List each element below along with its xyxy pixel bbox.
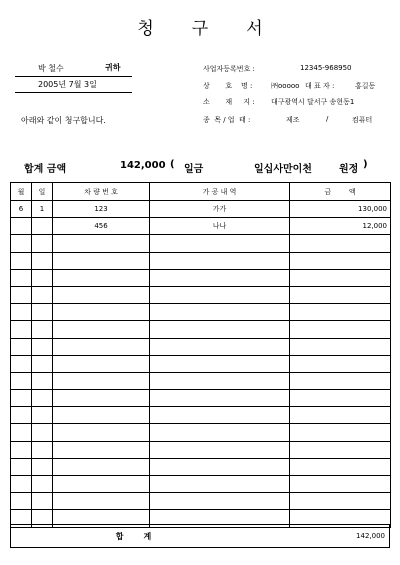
cell-month: [11, 355, 32, 372]
cell-processing-details: [150, 372, 290, 389]
amount-value: 142,000: [120, 160, 166, 171]
cell-amount: [290, 476, 391, 493]
cell-day: [32, 355, 53, 372]
cell-processing-details: [150, 235, 290, 252]
cell-month: [11, 252, 32, 269]
cell-day: [32, 458, 53, 475]
cell-vehicle-number: [53, 235, 150, 252]
cell-amount: [290, 372, 391, 389]
cell-month: [11, 218, 32, 235]
cell-month: [11, 286, 32, 303]
cell-amount: [290, 407, 391, 424]
cell-amount: [290, 252, 391, 269]
cell-month: [11, 372, 32, 389]
cell-vehicle-number: [53, 355, 150, 372]
table-row: [11, 218, 391, 235]
cell-vehicle-number: [53, 372, 150, 389]
business-label: 종 목 / 업 태 :: [203, 116, 251, 124]
cell-vehicle-number: [53, 252, 150, 269]
cell-day: 1: [32, 201, 53, 218]
total-label-char: 합: [115, 532, 124, 541]
amount-close-paren: ): [363, 159, 368, 170]
cell-day: [32, 235, 53, 252]
amount-words-label: 일금: [184, 164, 204, 175]
table-row: [11, 424, 391, 441]
cell-month: [11, 390, 32, 407]
amount-label: 합계 금액: [24, 164, 67, 175]
table-row: [11, 304, 391, 321]
table-row: [11, 269, 391, 286]
cell-day: [32, 493, 53, 510]
cell-day: [32, 269, 53, 286]
cell-processing-details: [150, 286, 290, 303]
document-title: [0, 14, 400, 39]
recipient-name: 박 철수: [38, 64, 64, 73]
cell-day: [32, 441, 53, 458]
cell-amount: [290, 269, 391, 286]
cell-vehicle-number: [53, 407, 150, 424]
cell-day: [32, 338, 53, 355]
cell-processing-details: [150, 390, 290, 407]
total-label-char: 계: [143, 532, 152, 541]
cell-processing-details: [150, 355, 290, 372]
cell-processing-details: [150, 407, 290, 424]
reg-number-value: 12345-968950: [300, 64, 352, 72]
cell-day: [32, 286, 53, 303]
total-row: [10, 524, 390, 548]
cell-vehicle-number: 456: [53, 218, 150, 235]
cell-day: [32, 424, 53, 441]
company-value: ㈜ooooo: [271, 82, 300, 90]
cell-month: [11, 493, 32, 510]
cell-vehicle-number: [53, 338, 150, 355]
cell-month: [11, 269, 32, 286]
cell-processing-details: [150, 441, 290, 458]
title-char: 서: [246, 19, 263, 39]
table-row: [11, 372, 391, 389]
cell-processing-details: [150, 458, 290, 475]
cell-vehicle-number: [53, 441, 150, 458]
header-processing-details: 가 공 내 역: [150, 183, 290, 201]
reg-number-label: 사업자등록번호 :: [203, 65, 255, 73]
table-header-row: [11, 183, 391, 201]
cell-vehicle-number: [53, 286, 150, 303]
ceo-value: 홍길동: [355, 82, 376, 90]
table-row: [11, 390, 391, 407]
table-row: [11, 201, 391, 218]
cell-month: [11, 458, 32, 475]
table-row: [11, 338, 391, 355]
table-row: [11, 458, 391, 475]
ceo-label: 대 표 자 :: [305, 82, 335, 90]
amount-open-paren: (: [170, 159, 175, 170]
table-row: [11, 321, 391, 338]
amount-suffix: 원정: [339, 164, 359, 175]
table-row: [11, 235, 391, 252]
cell-day: [32, 407, 53, 424]
address-value: 대구광역시 달서구 송현동1: [271, 98, 355, 106]
cell-month: [11, 235, 32, 252]
cell-processing-details: [150, 476, 290, 493]
cell-amount: [290, 286, 391, 303]
cell-month: [11, 407, 32, 424]
address-label: 소 재 지 :: [203, 98, 255, 106]
table-row: [11, 476, 391, 493]
table-row: [11, 407, 391, 424]
cell-month: [11, 321, 32, 338]
header-amount: 금 액: [290, 183, 391, 201]
cell-vehicle-number: [53, 458, 150, 475]
cell-vehicle-number: 123: [53, 201, 150, 218]
cell-vehicle-number: [53, 269, 150, 286]
cell-month: [11, 424, 32, 441]
cell-vehicle-number: [53, 493, 150, 510]
cell-day: [32, 252, 53, 269]
cell-month: [11, 476, 32, 493]
cell-processing-details: [150, 321, 290, 338]
table-row: [11, 493, 391, 510]
cell-amount: [290, 235, 391, 252]
cell-amount: [290, 304, 391, 321]
business-separator: /: [326, 115, 329, 123]
cell-day: [32, 218, 53, 235]
cell-vehicle-number: [53, 390, 150, 407]
cell-processing-details: [150, 493, 290, 510]
title-char: 청: [137, 19, 154, 39]
cell-processing-details: [150, 304, 290, 321]
header-vehicle-number: 차 량 번 호: [53, 183, 150, 201]
table-row: [11, 252, 391, 269]
cell-day: [32, 372, 53, 389]
cell-processing-details: 나나: [150, 218, 290, 235]
table-row: [11, 355, 391, 372]
cell-amount: [290, 355, 391, 372]
cell-processing-details: [150, 252, 290, 269]
cell-month: [11, 304, 32, 321]
header-month: 월: [11, 183, 32, 201]
cell-day: [32, 390, 53, 407]
business-item: 컴퓨터: [352, 116, 373, 124]
issue-date: 2005년 7월 3일: [38, 80, 97, 89]
cell-processing-details: [150, 424, 290, 441]
header-day: 일: [32, 183, 53, 201]
cell-day: [32, 476, 53, 493]
cell-vehicle-number: [53, 321, 150, 338]
title-char: 구: [191, 19, 209, 39]
cell-processing-details: [150, 269, 290, 286]
cell-amount: [290, 338, 391, 355]
cell-month: [11, 338, 32, 355]
cell-month: [11, 441, 32, 458]
company-label: 상 호 명 :: [203, 82, 253, 90]
cell-month: 6: [11, 201, 32, 218]
cell-day: [32, 304, 53, 321]
cell-amount: 12,000: [290, 218, 391, 235]
cell-processing-details: [150, 338, 290, 355]
cell-amount: [290, 458, 391, 475]
cell-amount: [290, 441, 391, 458]
total-label: [11, 531, 256, 542]
cell-vehicle-number: [53, 424, 150, 441]
business-type: 제조: [286, 116, 300, 124]
recipient-honorific: 귀하: [105, 63, 121, 72]
cell-amount: 130,000: [290, 201, 391, 218]
table-row: [11, 286, 391, 303]
items-table: [10, 182, 391, 528]
table-row: [11, 441, 391, 458]
total-amount: 142,000: [356, 532, 385, 540]
cell-amount: [290, 321, 391, 338]
cell-vehicle-number: [53, 304, 150, 321]
cell-day: [32, 321, 53, 338]
cell-processing-details: 가가: [150, 201, 290, 218]
cell-vehicle-number: [53, 476, 150, 493]
request-text: 아래와 같이 청구합니다.: [21, 116, 106, 125]
cell-amount: [290, 390, 391, 407]
cell-amount: [290, 493, 391, 510]
cell-amount: [290, 424, 391, 441]
amount-words: 일십사만이천: [254, 164, 312, 175]
